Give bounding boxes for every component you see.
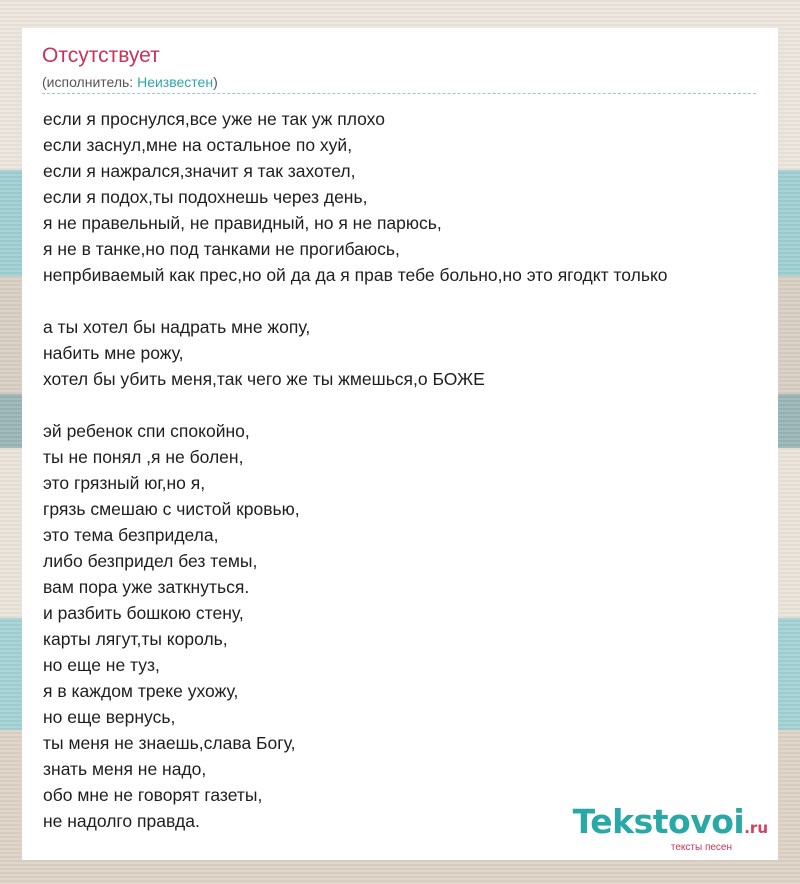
lyric-line: я не в танке,но под танками не прогибаюсь, — [43, 239, 400, 259]
lyric-line: не надолго правда. — [43, 811, 200, 831]
lyric-line: непрбиваемый как прес,но ой да да я прав тебе больно,но это ягодкт только — [43, 265, 668, 285]
logo-tld: .ru — [744, 819, 768, 837]
lyric-line: а ты хотел бы надрать мне жопу, — [43, 317, 311, 337]
lyric-line: ты меня не знаешь,слава Богу, — [43, 733, 296, 753]
lyric-line: хотел бы убить меня,так чего же ты жмешься,о БОЖЕ — [43, 369, 485, 389]
artist-suffix: ) — [213, 74, 218, 90]
lyric-line: если я проснулся,все уже не так уж плохо — [43, 109, 385, 129]
logo-main-text: Tekstovoi — [572, 802, 745, 841]
site-logo[interactable] — [572, 802, 768, 854]
lyric-line: и разбить бошкою стену, — [43, 603, 244, 623]
logo-wordmark — [572, 802, 768, 845]
lyric-line: набить мне рожу, — [43, 343, 184, 363]
lyrics-text — [43, 106, 778, 834]
stanza-gap — [43, 288, 778, 314]
stanza-gap — [43, 392, 778, 418]
lyric-line: обо мне не говорят газеты, — [43, 785, 263, 805]
artist-line — [42, 74, 218, 90]
lyric-line: знать меня не надо, — [43, 759, 207, 779]
lyric-line: карты лягут,ты король, — [43, 629, 228, 649]
lyric-line: это грязный юг,но я, — [43, 473, 206, 493]
artist-link[interactable]: Неизвестен — [137, 74, 214, 90]
logo-tagline: тексты песен — [670, 842, 732, 853]
song-title: Отсутствует — [42, 44, 160, 67]
lyric-line: вам пора уже заткнуться. — [43, 577, 250, 597]
lyric-line: я в каждом треке ухожу, — [43, 681, 239, 701]
lyric-line: если заснул,мне на остальное по хуй, — [43, 135, 353, 155]
lyric-line: но еще вернусь, — [43, 707, 176, 727]
divider — [42, 93, 756, 94]
lyric-line: это тема безпридела, — [43, 525, 219, 545]
lyric-line: грязь смешаю с чистой кровью, — [43, 499, 300, 519]
lyric-line: если я подох,ты подохнешь через день, — [43, 187, 368, 207]
lyric-line: либо безпридел без темы, — [43, 551, 258, 571]
lyric-line: я не правельный, не правидный, но я не парюсь, — [43, 213, 442, 233]
artist-prefix: (исполнитель: — [42, 74, 138, 90]
lyrics-card — [22, 28, 778, 860]
lyric-line: эй ребенок спи спокойно, — [43, 421, 250, 441]
lyric-line: но еще не туз, — [43, 655, 160, 675]
lyric-line: если я нажрался,значит я так захотел, — [43, 161, 356, 181]
lyric-line: ты не понял ,я не болен, — [43, 447, 244, 467]
